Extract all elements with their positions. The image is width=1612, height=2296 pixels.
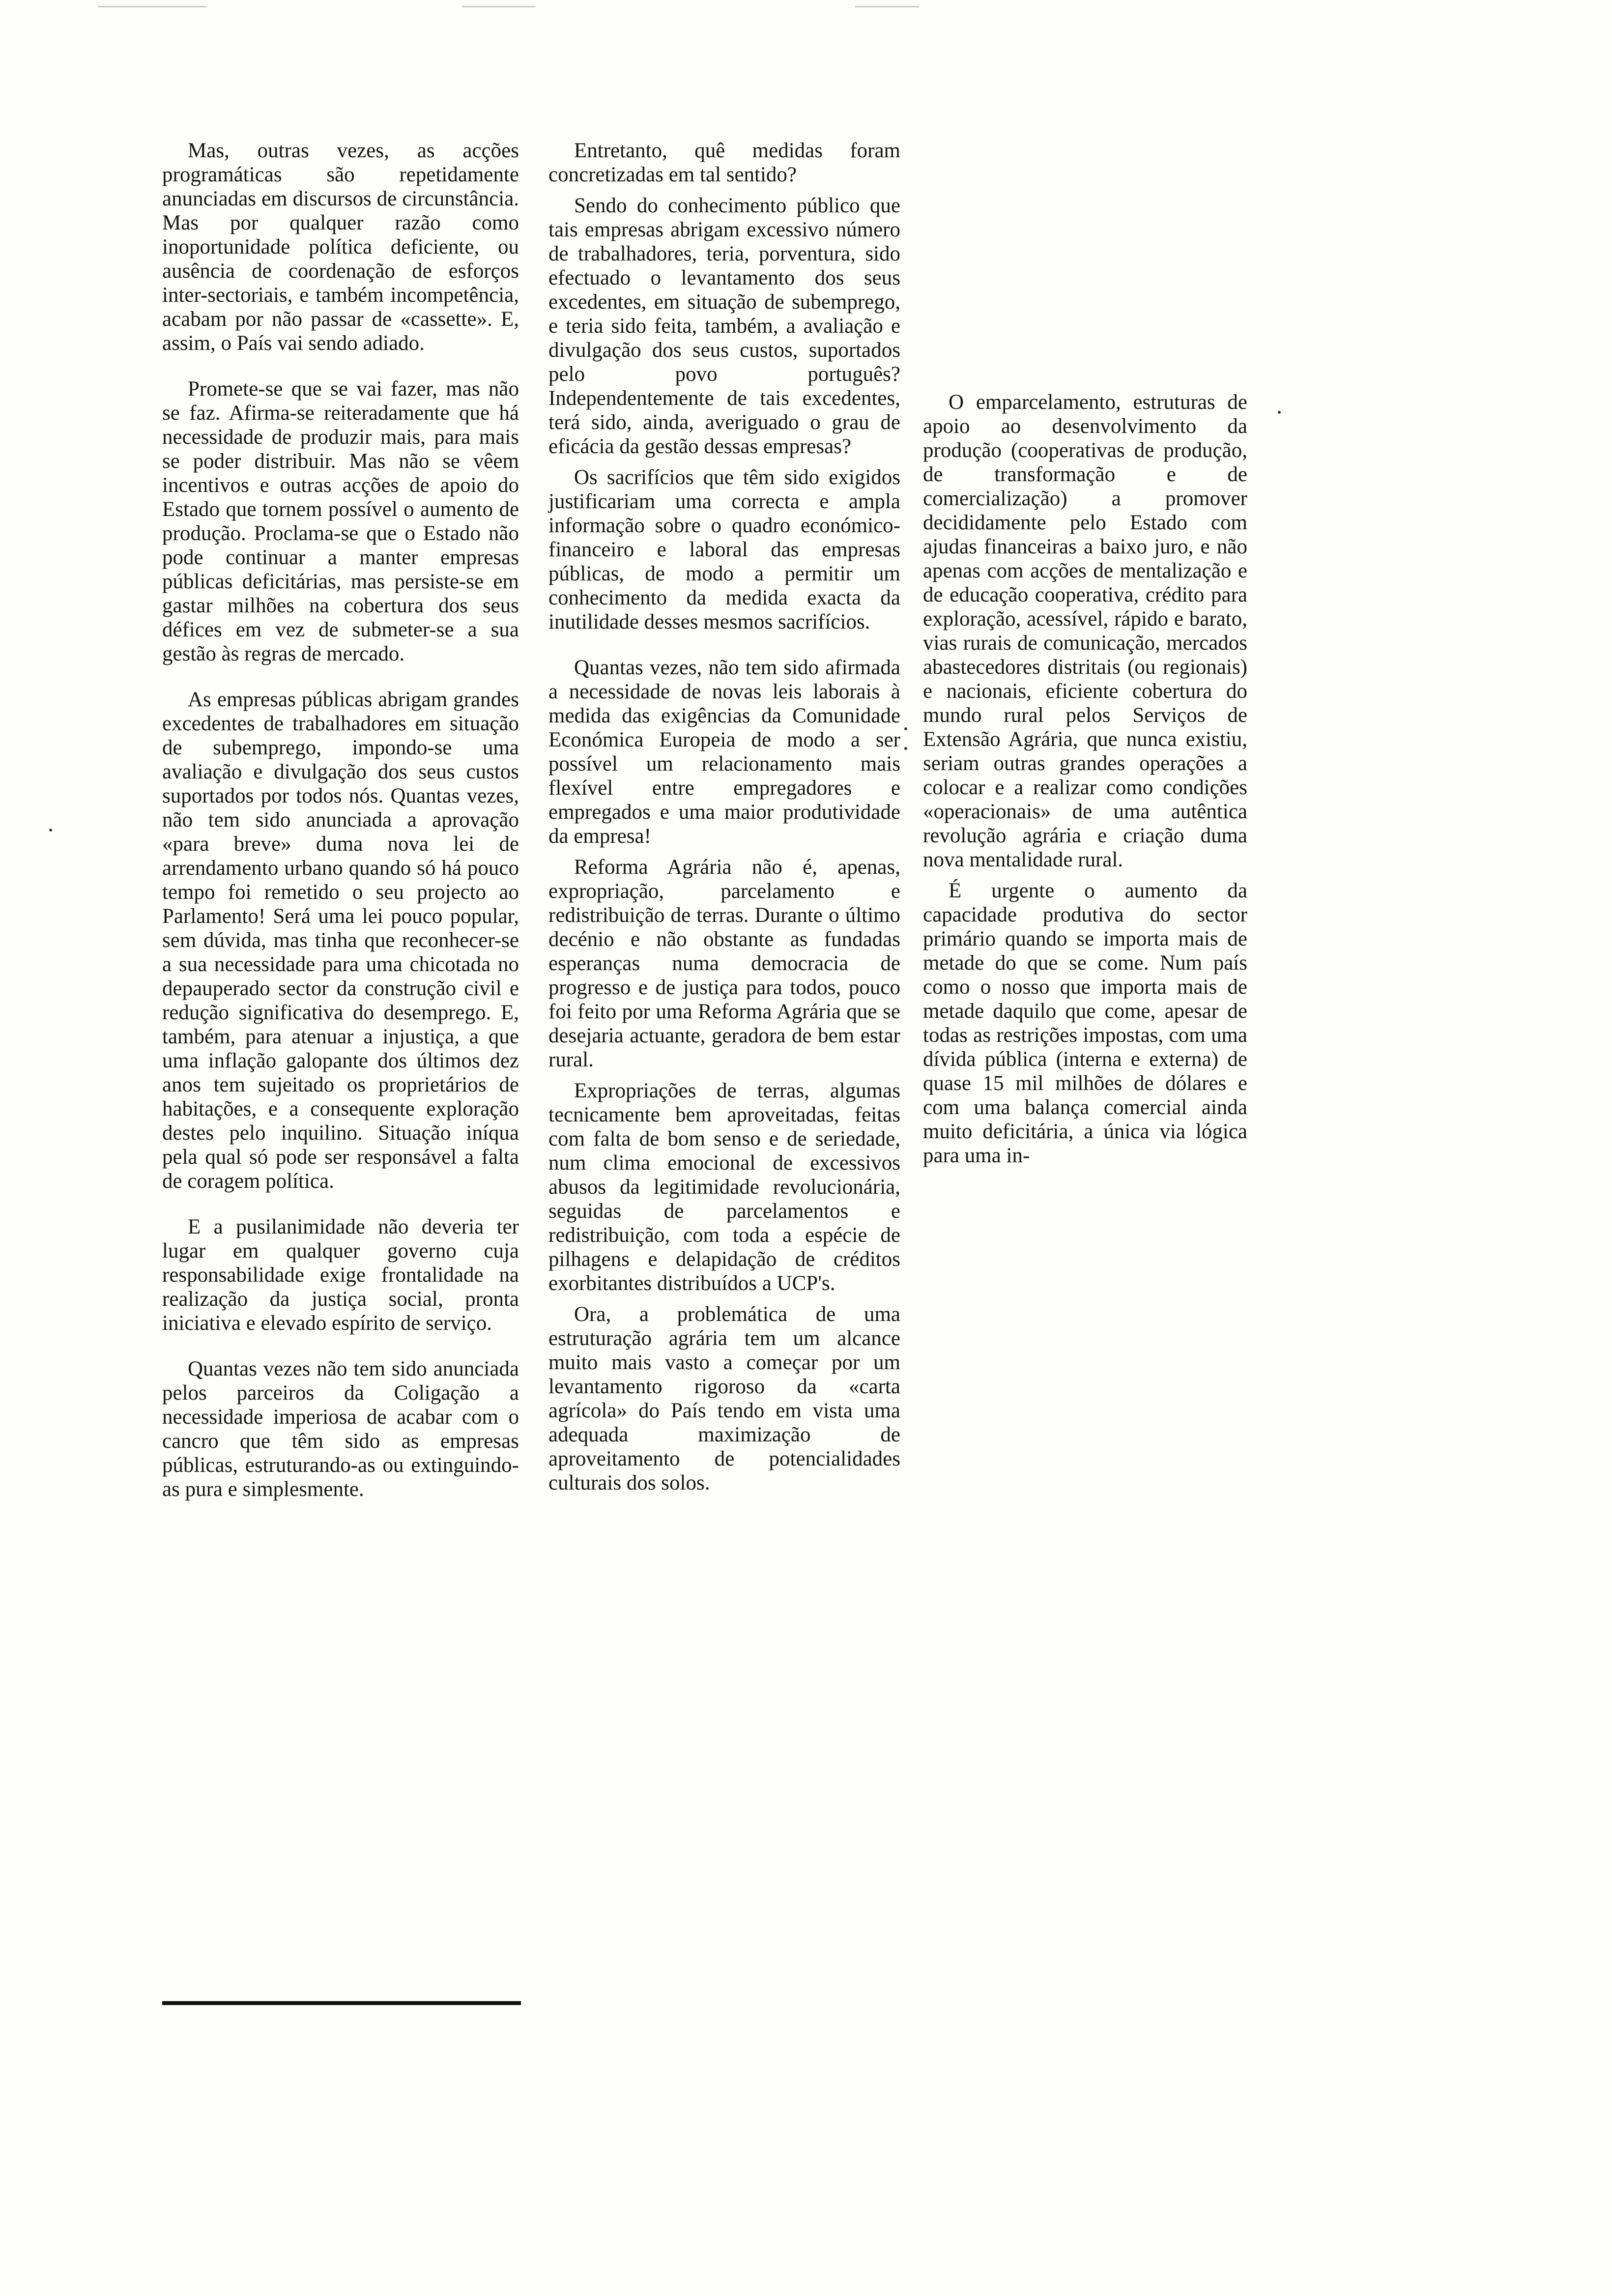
paragraph: Ora, a problemática de uma estruturação agrária tem um alcance muito mais vasto a começar por um levantamento rigoroso da «carta agrícola» do País tendo em vista uma adequada maximização de aproveitamento de potencialidades culturais dos solos. <box>548 1303 900 1494</box>
text-column-2 <box>548 139 900 1502</box>
column-end-rule <box>162 2001 521 2005</box>
paragraph: É urgente o aumento da capacidade produtiva do sector primário quando se importa mais de metade do que se come. Num país como o nosso que importa mais de metade daquilo que come, apesar de todas as restrições impostas, com uma dívida pública (interna e externa) de quase 15 mil milhões de dólares e com uma balança comercial ainda muito deficitária, a única via lógica para uma in- <box>923 879 1247 1167</box>
scan-mark <box>98 6 206 7</box>
scan-speck <box>904 747 907 750</box>
paragraph: As empresas públicas abrigam grandes excedentes de trabalhadores em situação de subemprego, impondo-se uma avaliação e divulgação dos seus custos suportados por todos nós. Quantas vezes, não tem sido anunciada a aprovação «para breve» duma nova lei de arrendamento urbano quando só há pouco tempo foi remetido o seu projecto ao Parlamento! Será uma lei pouco popular, sem dúvida, mas tinha que reconhecer-se a sua necessidade para uma chicotada no depauperado sector da construção civil e redução significativa do desemprego. E, também, para atenuar a injustiça, a que uma inflação galopante dos últimos dez anos tem sujeitado os proprietários de habitações, e a consequente exploração destes pelo inquilino. Situação iníqua pela qual só pode ser responsável a falta de coragem política. <box>162 688 519 1193</box>
scan-speck <box>1278 411 1281 414</box>
paragraph: Reforma Agrária não é, apenas, expropriação, parcelamento e redistribuição de terras. Durante o último decénio e não obstante as fundadas esperanças numa democracia de progresso e de justiça para todos, pouco foi feito por uma Reforma Agrária que se desejaria actuante, geradora de bem estar rural. <box>548 856 900 1071</box>
paragraph: Entretanto, quê medidas foram concretizadas em tal sentido? <box>548 139 900 186</box>
paragraph: O emparcelamento, estruturas de apoio ao desenvolvimento da produção (cooperativas de produção, de transformação e de comercialização) a promover decididamente pelo Estado com ajudas financeiras a baixo juro, e não apenas com acções de mentalização e de educação cooperativa, crédito para exploração, acessível, rápido e barato, vias rurais de comunicação, mercados abastecedores distritais (ou regionais) e nacionais, eficiente cobertura do mundo rural pelos Serviços de Extensão Agrária, que nunca existiu, seriam outras grandes operações a colocar e a realizar como condições «operacionais» de uma autêntica revolução agrária e criação duma nova mentalidade rural. <box>923 391 1247 871</box>
scan-speck <box>904 727 907 730</box>
paragraph: Quantas vezes, não tem sido afirmada a necessidade de novas leis laborais à medida das exigências da Comunidade Económica Europeia de modo a ser possível um relacionamento mais flexível entre empregadores e empregados e uma maior produtividade da empresa! <box>548 656 900 848</box>
text-column-1 <box>162 139 519 1523</box>
paragraph: Os sacrifícios que têm sido exigidos justificariam uma correcta e ampla informação sobre o quadro económico-financeiro e laboral das empresas públicas, de modo a permitir um conhecimento da medida exacta da inutilidade desses mesmos sacrifícios. <box>548 466 900 633</box>
scan-speck <box>49 829 52 832</box>
text-column-3 <box>923 390 1247 1175</box>
paragraph: Expropriações de terras, algumas tecnicamente bem aproveitadas, feitas com falta de bom senso e de seriedade, num clima emocional de excessivos abusos da legitimidade revolucionária, seguidas de parcelamentos e redistribuição, com toda a espécie de pilhagens e delapidação de créditos exorbitantes distribuídos a UCP's. <box>548 1079 900 1295</box>
paragraph: E a pusilanimidade não deveria ter lugar em qualquer governo cuja responsabilidade exige frontalidade na realização da justiça social, pronta iniciativa e elevado espírito de serviço. <box>162 1215 519 1335</box>
paragraph: Promete-se que se vai fazer, mas não se faz. Afirma-se reiteradamente que há necessidade de produzir mais, para mais se poder distribuir. Mas não se vêem incentivos e outras acções de apoio do Estado que tornem possível o aumento de produção. Proclama-se que o Estado não pode continuar a manter empresas públicas deficitárias, mas persiste-se em gastar milhões na cobertura dos seus défices em vez de submeter-se a sua gestão às regras de mercado. <box>162 377 519 665</box>
paragraph: Quantas vezes não tem sido anunciada pelos parceiros da Coligação a necessidade imperiosa de acabar com o cancro que têm sido as empresas públicas, estruturando-as ou extinguindo-as pura e simplesmente. <box>162 1357 519 1501</box>
scan-mark <box>462 6 536 7</box>
paragraph: Mas, outras vezes, as acções programáticas são repetidamente anunciadas em discursos de circunstância. Mas por qualquer razão como inoportunidade política deficiente, ou ausência de coordenação de esforços inter-sectoriais, e também incompetência, acabam por não passar de «cassette». E, assim, o País vai sendo adiado. <box>162 139 519 355</box>
paragraph: Sendo do conhecimento público que tais empresas abrigam excessivo número de trabalhadores, teria, porventura, sido efectuado o levantamento dos seus excedentes, em situação de subemprego, e teria sido feita, também, a avaliação e divulgação dos seus custos, suportados pelo povo português? Independentemente de tais excedentes, terá sido, ainda, averiguado o grau de eficácia da gestão dessas empresas? <box>548 194 900 458</box>
scan-mark <box>855 6 919 7</box>
